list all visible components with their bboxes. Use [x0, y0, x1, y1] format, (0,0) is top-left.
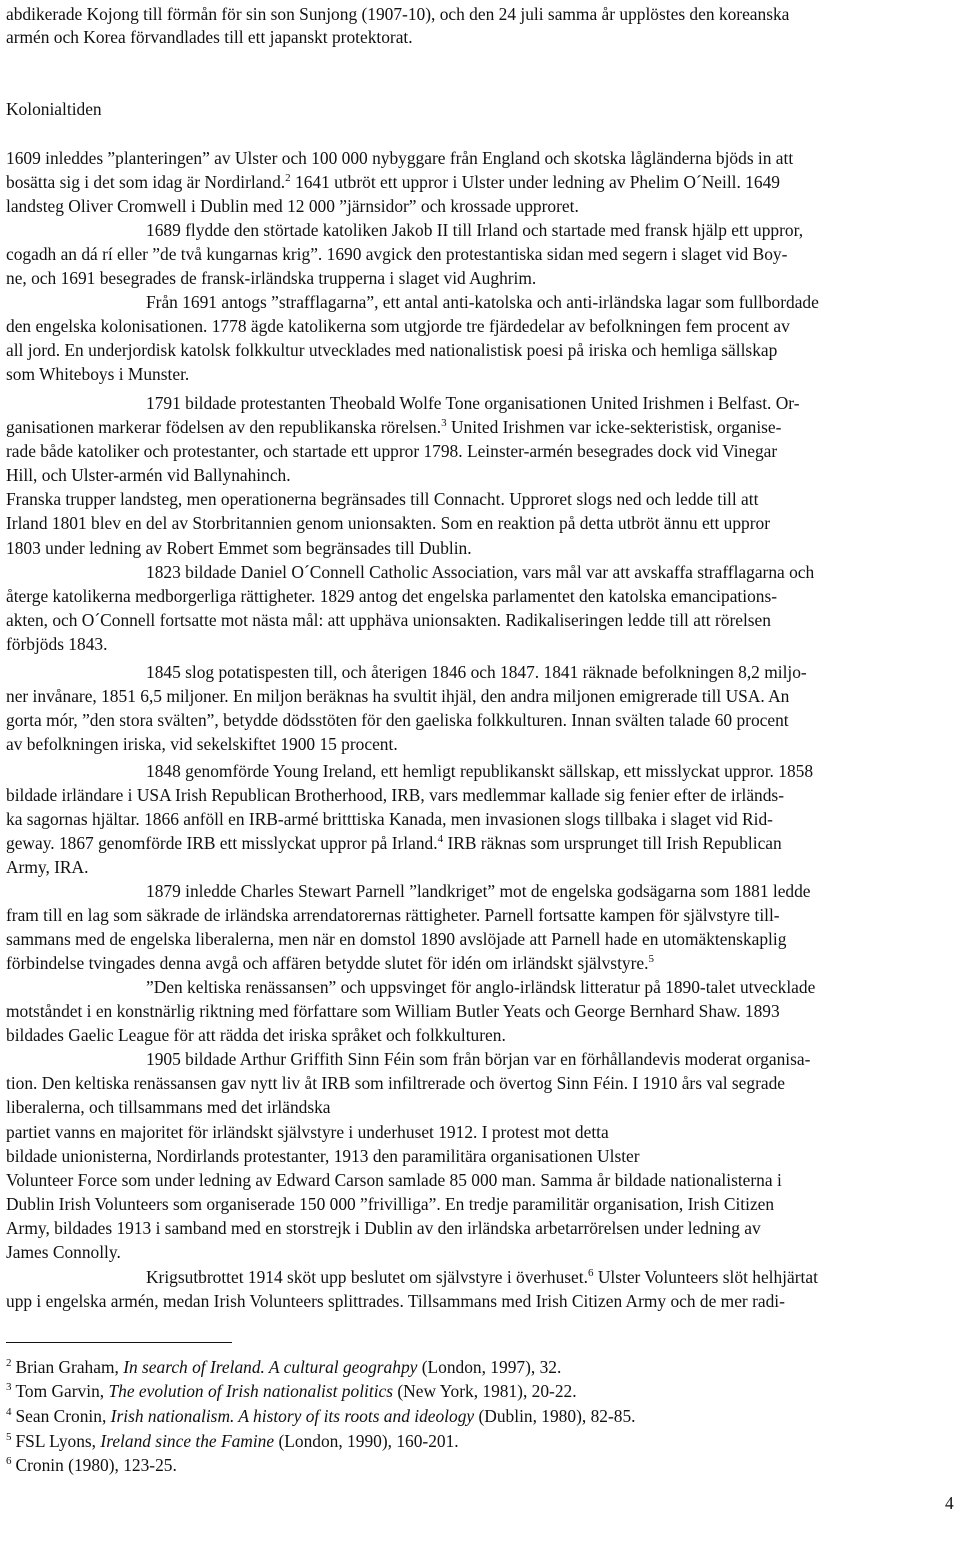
footnote-divider — [6, 1342, 232, 1343]
text-line: ”Den keltiska renässansen” och uppsvinget för anglo-irländsk litteratur på 1890-talet utvecklade — [146, 977, 816, 997]
text-line: akten, och O´Connell fortsatte mot nästa mål: att upphäva unionsakten. Radikaliseringen ledde till att rörelsen — [6, 610, 771, 630]
text-line: Krigsutbrottet 1914 sköt upp beslutet om självstyre i överhuset.$^6$ Ulster Volunteers slöt helhjärtat — [146, 1267, 818, 1287]
text-line: Army, bildades 1913 i samband med en storstrejk i Dublin av den irländska arbetarrörelsen under ledning av — [6, 1218, 761, 1238]
footnote: $^6$ Cronin (1980), 123-25. — [6, 1455, 177, 1475]
text-line: ner invånare, 1851 6,5 miljoner. En miljon beräknas ha svultit ihjäl, den andra miljonen emigrerade till USA. An — [6, 686, 790, 706]
section-heading: Kolonialtiden — [6, 99, 102, 119]
text-line: ka sagornas hjältar. 1866 anföll en IRB-armé britttiska Kanada, men invasionen slogs tillbaka i slaget vid Rid- — [6, 809, 773, 829]
text-line: bosätta sig i det som idag är Nordirland.$^2$ 1641 utbröt ett uppror i Ulster under ledning av Phelim O´Neill. 1649 — [6, 172, 780, 192]
text-line: bildade irländare i USA Irish Republican Brotherhood, IRB, vars medlemmar kallade sig fenier efter de irländs- — [6, 785, 784, 805]
footnote-ref: 6 — [587, 1267, 594, 1280]
text-line: som Whiteboys i Munster. — [6, 364, 190, 384]
footnote: $^4$ Sean Cronin, Irish nationalism. A history of its roots and ideology (Dublin, 1980), 82-85. — [6, 1406, 636, 1426]
text-line: partiet vanns en majoritet för irländskt självstyre i underhuset 1912. I protest mot detta — [6, 1122, 609, 1142]
text-line: landsteg Oliver Cromwell i Dublin med 12 000 ”järnsidor” och krossade upproret. — [6, 196, 579, 216]
text-line: 1905 bildade Arthur Griffith Sinn Féin som från början var en förhållandevis moderat organisa- — [146, 1049, 811, 1069]
text-line: 1848 genomförde Young Ireland, ett hemligt republikanskt sällskap, ett misslyckat uppror. 1858 — [146, 761, 814, 781]
text-line: geway. 1867 genomförde IRB ett misslyckat uppror på Irland.$^4$ IRB räknas som ursprunget till Irish Republican — [6, 833, 782, 853]
text-line: bildades Gaelic League för att rädda det iriska språket och folkkulturen. — [6, 1025, 506, 1045]
text-line: liberalerna, och tillsammans med det irländska — [6, 1097, 331, 1117]
footnote-ref: 5 — [648, 953, 654, 966]
footnote-ref: 4 — [437, 833, 444, 846]
text-line: gorta mór, ”den stora svälten”, betydde dödsstöten för den gaeliska folkkulturen. Innan svälten talade 60 procent — [6, 710, 789, 730]
text-line: ne, och 1691 besegrades de fransk-irländska trupperna i slaget vid Aughrim. — [6, 268, 537, 288]
text-line: 1609 inleddes ”planteringen” av Ulster och 100 000 nybyggare från England och skotska lågländerna bjöds in att — [6, 148, 794, 168]
footnote: $^2$ Brian Graham, In search of Ireland. A cultural geograhpy (London, 1997), 32. — [6, 1357, 562, 1377]
text-line: 1879 inledde Charles Stewart Parnell ”landkriget” mot de engelska godsägarna som 1881 ledde — [146, 881, 811, 901]
text-line: all jord. En underjordisk katolsk folkkultur utvecklades med nationalistisk poesi på iriska och hemliga sällskap — [6, 340, 778, 360]
text-line: upp i engelska armén, medan Irish Volunteers splittrades. Tillsammans med Irish Citizen Army och de mer radi- — [6, 1291, 785, 1311]
text-line: Dublin Irish Volunteers som organiserade 150 000 ”frivilliga”. En tredje paramilitär organisation, Irish Citizen — [6, 1194, 775, 1214]
text-line: James Connolly. — [6, 1242, 121, 1262]
text-line: rade både katoliker och protestanter, och startade ett uppror 1798. Leinster-armén besegrades dock vid Vinegar — [6, 441, 778, 461]
text-line: Franska trupper landsteg, men operationerna begränsades till Connacht. Upproret slogs ned och ledde till att — [6, 489, 759, 509]
text-line: armén och Korea förvandlades till ett japanskt protektorat. — [6, 27, 413, 47]
text-line: ganisationen markerar födelsen av den republikanska rörelsen.$^3$ United Irishmen var icke-sekteristisk, organise- — [6, 417, 782, 437]
text-line: av befolkningen iriska, vid sekelskiftet 1900 15 procent. — [6, 734, 398, 754]
text-line: 1803 under ledning av Robert Emmet som begränsades till Dublin. — [6, 538, 472, 558]
text-line: Volunteer Force som under ledning av Edward Carson samlade 85 000 man. Samma år bildade nationalisterna i — [6, 1170, 782, 1190]
text-line: sammans med de engelska liberalerna, men när en domstol 1890 avslöjade att Parnell hade en utomäktenskaplig — [6, 929, 787, 949]
text-line: fram till en lag som säkrade de irländska arrendatorernas rättigheter. Parnell fortsatte kampen för självstyre till- — [6, 905, 780, 925]
text-line: 1845 slog potatispesten till, och återigen 1846 och 1847. 1841 räknade befolkningen 8,2 miljo- — [146, 662, 807, 682]
footnote: $^3$ Tom Garvin, The evolution of Irish nationalist politics (New York, 1981), 20-22. — [6, 1381, 577, 1401]
footnote-ref: 2 — [285, 172, 291, 185]
text-line: tion. Den keltiska renässansen gav nytt liv åt IRB som infiltrerade och övertog Sinn Féin. I 1910 års val segrade — [6, 1073, 786, 1093]
text-line: förbjöds 1843. — [6, 634, 108, 654]
text-line: cogadh an dá rí eller ”de två kungarnas krig”. 1690 avgick den protestantiska sidan med segern i slaget vid Boy- — [6, 244, 788, 264]
text-line: motståndet i en konstnärlig riktning med författare som William Butler Yeats och George Bernhard Shaw. 1893 — [6, 1001, 780, 1021]
text-line: förbindelse tvingades denna avgå och affären betydde slutet för idén om irländskt självstyre.$^5$ — [6, 953, 654, 973]
text-line: 1791 bildade protestanten Theobald Wolfe Tone organisationen United Irishmen i Belfast. Or- — [146, 393, 800, 413]
page-number: 4 — [945, 1493, 954, 1513]
footnote: $^5$ FSL Lyons, Ireland since the Famine (London, 1990), 160-201. — [6, 1431, 459, 1451]
text-line: den engelska kolonisationen. 1778 ägde katolikerna som utgjorde tre fjärdedelar av befolkningen fem procent av — [6, 316, 790, 336]
text-line: Irland 1801 blev en del av Storbritannien genom unionsakten. Som en reaktion på detta utbröt ännu ett uppror — [6, 513, 771, 533]
text-line: bildade unionisterna, Nordirlands protestanter, 1913 den paramilitära organisationen Ulster — [6, 1146, 640, 1166]
footnote-ref: 3 — [441, 417, 447, 430]
text-line: Army, IRA. — [6, 857, 89, 877]
text-line: återge katolikerna medborgerliga rättigheter. 1829 antog det engelska parlamentet den katolska emancipations- — [6, 586, 778, 606]
text-line: 1823 bildade Daniel O´Connell Catholic Association, vars mål var att avskaffa strafflagarna och — [146, 562, 815, 582]
text-line: 1689 flydde den störtade katoliken Jakob II till Irland och startade med fransk hjälp ett uppror, — [146, 220, 804, 240]
text-line: Från 1691 antogs ”strafflagarna”, ett antal anti-katolska och anti-irländska lagar som fullbordade — [146, 292, 819, 312]
text-line: Hill, och Ulster-armén vid Ballynahinch. — [6, 465, 291, 485]
text-line: abdikerade Kojong till förmån för sin son Sunjong (1907-10), och den 24 juli samma år upplöstes den koreanska — [6, 4, 790, 24]
